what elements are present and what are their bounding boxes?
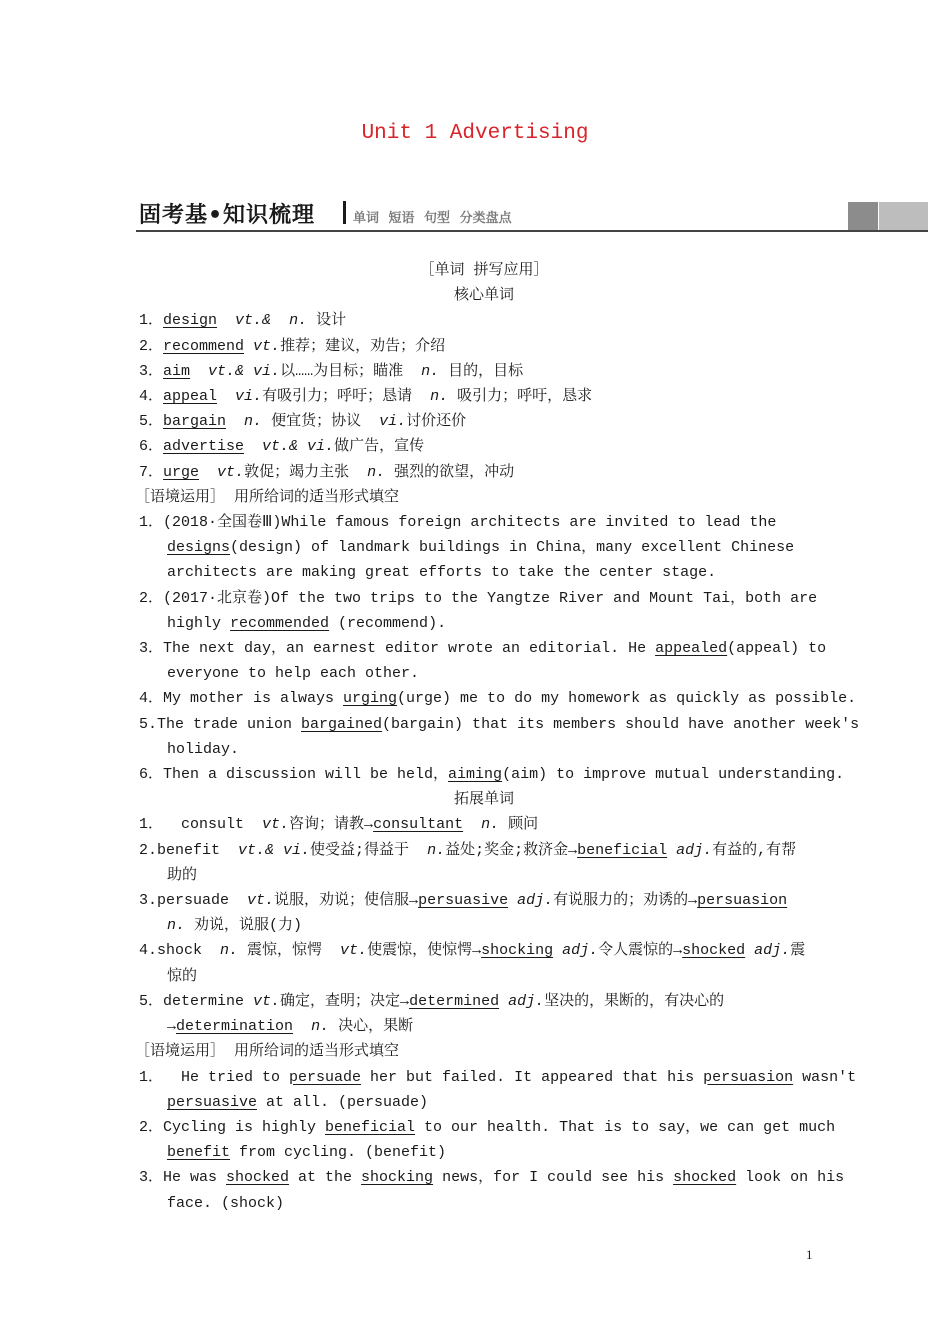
part-of-speech: vt. (253, 337, 281, 355)
definition: 吸引力；呼吁，恳求 (448, 388, 593, 406)
exercise-item-cont (139, 1090, 829, 1115)
vocab-word: recommend (163, 337, 245, 355)
banner-decoration-dark (848, 202, 878, 230)
banner-rule (136, 230, 928, 232)
vocab-word: aim (163, 362, 191, 380)
section-subheader: 核心单词 (453, 287, 514, 305)
part-of-speech: adj. (562, 942, 599, 960)
answer: shocked (673, 1169, 737, 1187)
exercise-text: (aim) to improve mutual understanding. (502, 766, 845, 784)
exercise-item (139, 762, 845, 787)
answer: shocked (226, 1169, 290, 1187)
spacer (244, 338, 253, 355)
exercise-text: 3．He was (139, 1169, 227, 1187)
exercise-text: from cycling. (benefit) (230, 1144, 447, 1162)
exercise-text: (bargain) that its members should have another week's (382, 715, 860, 733)
spacer (508, 892, 517, 909)
definition: 有吸引力；呼吁；恳请 (262, 388, 431, 406)
page-title: Unit 1 Advertising (361, 122, 589, 145)
list-item (139, 838, 829, 863)
part-of-speech: n. (167, 917, 186, 935)
item-number: 4． (139, 388, 164, 406)
exercise-text: (design) of landmark buildings in China，many excellent Chinese (230, 539, 795, 557)
exercise-text: 4．My mother is always (139, 690, 344, 708)
vocab-word: shocked (682, 942, 746, 960)
vocab-word: appeal (163, 388, 218, 406)
exercise-item-cont (139, 611, 829, 636)
spacer (745, 942, 754, 959)
list-item (139, 334, 829, 359)
vocab-word: determination (176, 1018, 294, 1036)
definition: 有益的,有帮 (712, 841, 797, 859)
list-item (139, 938, 829, 963)
exercise-item (139, 712, 860, 737)
answer: designs (167, 539, 231, 557)
definition: 劝说，说服(力) (185, 917, 303, 935)
definition: 说服，劝说；使信服→ (274, 892, 419, 910)
spacer (667, 842, 676, 859)
answer: persuasion (703, 1068, 794, 1086)
list-item (139, 384, 829, 409)
definition: 目的，目标 (439, 362, 524, 380)
part-of-speech: vt. (253, 992, 281, 1010)
exercise-text: 2．Cycling is highly (139, 1118, 326, 1136)
exercise-text: look on his (736, 1169, 845, 1187)
exercise-text: highly (167, 614, 231, 632)
vocab-word: advertise (163, 438, 245, 456)
part-of-speech: adj. (508, 992, 545, 1010)
definition: 有说服力的；劝诱的→ (553, 892, 698, 910)
list-item (139, 989, 829, 1014)
part-of-speech: adj. (517, 892, 554, 910)
item-text: 2.benefit (139, 841, 239, 859)
exercise-text: 3．The next day，an earnest editor wrote an editorial. He (139, 640, 656, 658)
list-item (139, 434, 829, 459)
answer: benefit (167, 1144, 231, 1162)
definition: 设计 (307, 312, 347, 330)
part-of-speech: n. (220, 942, 239, 960)
definition: 讨价还价 (406, 413, 467, 431)
section-subheader: 拓展单词 (453, 791, 514, 809)
part-of-speech: n. (244, 413, 263, 431)
definition: 咨询；请教→ (289, 816, 374, 834)
part-of-speech: vt.& vi. (208, 362, 281, 380)
item-number: 6． (139, 438, 164, 456)
vocab-word: persuasive (418, 892, 509, 910)
list-item (139, 460, 829, 485)
item-number: 2． (139, 337, 164, 355)
exercise-item-cont (139, 535, 829, 560)
item-number: 5． (139, 413, 164, 431)
answer: appealed (655, 640, 728, 658)
spacer (553, 942, 562, 959)
exercise-item: 1．(2018·全国卷Ⅲ)While famous foreign architects are invited to lead the (139, 514, 777, 532)
exercise-item-cont: holiday. (167, 740, 240, 758)
arrow: → (167, 1018, 177, 1036)
page-number: 1 (806, 1247, 813, 1262)
part-of-speech: n. (430, 388, 449, 406)
item-text: 3.persuade (139, 892, 248, 910)
answer: persuasive (167, 1093, 258, 1111)
definition: 益处;奖金;救济金→ (445, 841, 578, 859)
definition: 确定，查明；决定→ (280, 992, 410, 1010)
part-of-speech: n. (421, 362, 440, 380)
exercise-text: (urge) me to do my homework as quickly as possible. (397, 690, 857, 708)
item-number: 7． (139, 463, 164, 481)
list-item (139, 409, 829, 434)
exercise-text: news，for I could see his (433, 1169, 674, 1187)
item-text: 5．determine (139, 992, 254, 1010)
vocab-word: consultant (373, 816, 464, 834)
exercise-text: 6．Then a discussion will be held， (139, 766, 449, 784)
exercise-item (139, 686, 857, 711)
answer: persuade (289, 1068, 362, 1086)
spacer (217, 388, 235, 405)
answer: bargained (301, 715, 383, 733)
part-of-speech: vt. (340, 942, 368, 960)
vocab-word: design (163, 312, 218, 330)
definition: 做广告，宣传 (334, 438, 425, 456)
exercise-text: to our health. That is to say，we can get much (415, 1118, 836, 1136)
spacer (499, 993, 508, 1010)
part-of-speech: vt.& (235, 312, 272, 330)
definition: 敦促；竭力主张 (244, 463, 368, 481)
vocab-word: bargain (163, 413, 227, 431)
list-item-cont: 惊的 (167, 967, 198, 985)
answer: shocking (361, 1169, 434, 1187)
answer: recommended (230, 614, 330, 632)
vocab-word: determined (409, 992, 500, 1010)
vocab-word: shocking (481, 942, 554, 960)
exercise-label: ［语境运用］ 用所给词的适当形式填空 (135, 488, 400, 506)
exercise-text: at the (289, 1169, 362, 1187)
spacer (226, 413, 244, 430)
spacer (463, 816, 481, 833)
vocab-word: beneficial (577, 841, 668, 859)
exercise-item (139, 1065, 857, 1090)
part-of-speech: vt. (262, 816, 290, 834)
list-item-cont: 助的 (167, 866, 198, 884)
spacer (217, 312, 235, 329)
part-of-speech: vt. (247, 892, 275, 910)
exercise-text: (recommend). (329, 614, 447, 632)
item-number: 1． (139, 312, 164, 330)
definition: 使震惊，使惊愕→ (367, 942, 482, 960)
definition: 震 (790, 942, 806, 960)
spacer (199, 464, 217, 481)
banner-subtitle: 单词 短语 句型 分类盘点 (353, 211, 512, 226)
vocab-word: urge (163, 463, 200, 481)
exercise-item-cont: everyone to help each other. (167, 665, 420, 683)
exercise-text: (appeal) to (727, 640, 827, 658)
answer: beneficial (325, 1118, 416, 1136)
list-item (139, 888, 829, 913)
list-item (139, 812, 829, 837)
section-header: ［单词 拼写应用］ (419, 262, 549, 279)
part-of-speech: vi. (379, 413, 407, 431)
item-text: 1． consult (139, 816, 263, 834)
part-of-speech: n. (289, 312, 308, 330)
answer: urging (343, 690, 398, 708)
definition: 以……为目标；瞄准 (280, 362, 422, 380)
banner-decoration-light (879, 202, 928, 230)
list-item (139, 308, 829, 333)
exercise-label: ［语境运用］ 用所给词的适当形式填空 (135, 1043, 400, 1061)
section-banner (136, 196, 928, 232)
definition: 推荐；建议，劝告；介绍 (280, 337, 446, 355)
definition: 便宜货；协议 (262, 413, 380, 431)
definition: 使受益;得益于 (310, 841, 428, 859)
exercise-item-cont (139, 1140, 829, 1165)
vocab-word: persuasion (697, 892, 788, 910)
exercise-item (139, 1165, 845, 1190)
exercise-item: 2．(2017·北京卷)Of the two trips to the Yangtze River and Mount Tai，both are (139, 589, 818, 607)
exercise-item (139, 636, 829, 661)
banner-title: 固考基•知识梳理 (139, 203, 316, 228)
definition: 决心，果断 (329, 1018, 414, 1036)
part-of-speech: vi. (235, 388, 263, 406)
part-of-speech: n. (427, 841, 446, 859)
part-of-speech: vt. (217, 463, 245, 481)
list-item-cont (139, 1014, 829, 1039)
list-item (139, 359, 829, 384)
part-of-speech: n. (367, 463, 386, 481)
part-of-speech: adj. (754, 942, 791, 960)
definition: 震惊，惊愕 (238, 942, 341, 960)
exercise-text: wasn't (793, 1068, 857, 1086)
exercise-text: 1． He tried to (139, 1068, 290, 1086)
item-text: 4.shock (139, 942, 221, 960)
definition: 令人震惊的→ (598, 942, 683, 960)
answer: aiming (448, 766, 503, 784)
spacer (293, 1018, 311, 1035)
banner-divider (343, 201, 346, 224)
part-of-speech: vt.& vi. (262, 438, 335, 456)
definition: 强烈的欲望，冲动 (385, 463, 515, 481)
exercise-text: her but failed. It appeared that his (361, 1068, 704, 1086)
spacer (190, 363, 208, 380)
spacer (271, 312, 289, 329)
exercise-item-cont: face. (shock) (167, 1194, 285, 1212)
spacer (244, 438, 262, 455)
definition: 顾问 (499, 816, 539, 834)
part-of-speech: adj. (676, 841, 713, 859)
part-of-speech: n. (311, 1018, 330, 1036)
definition: 坚决的，果断的，有决心的 (544, 992, 725, 1010)
part-of-speech: vt.& vi. (238, 841, 311, 859)
list-item-cont (139, 913, 829, 938)
exercise-item (139, 1115, 836, 1140)
part-of-speech: n. (481, 816, 500, 834)
exercise-text: at all. (persuade) (257, 1093, 429, 1111)
item-number: 3． (139, 362, 164, 380)
exercise-text: 5.The trade union (139, 715, 302, 733)
document-body (135, 258, 860, 1216)
exercise-item-cont: architects are making great efforts to take the center stage. (167, 564, 717, 582)
